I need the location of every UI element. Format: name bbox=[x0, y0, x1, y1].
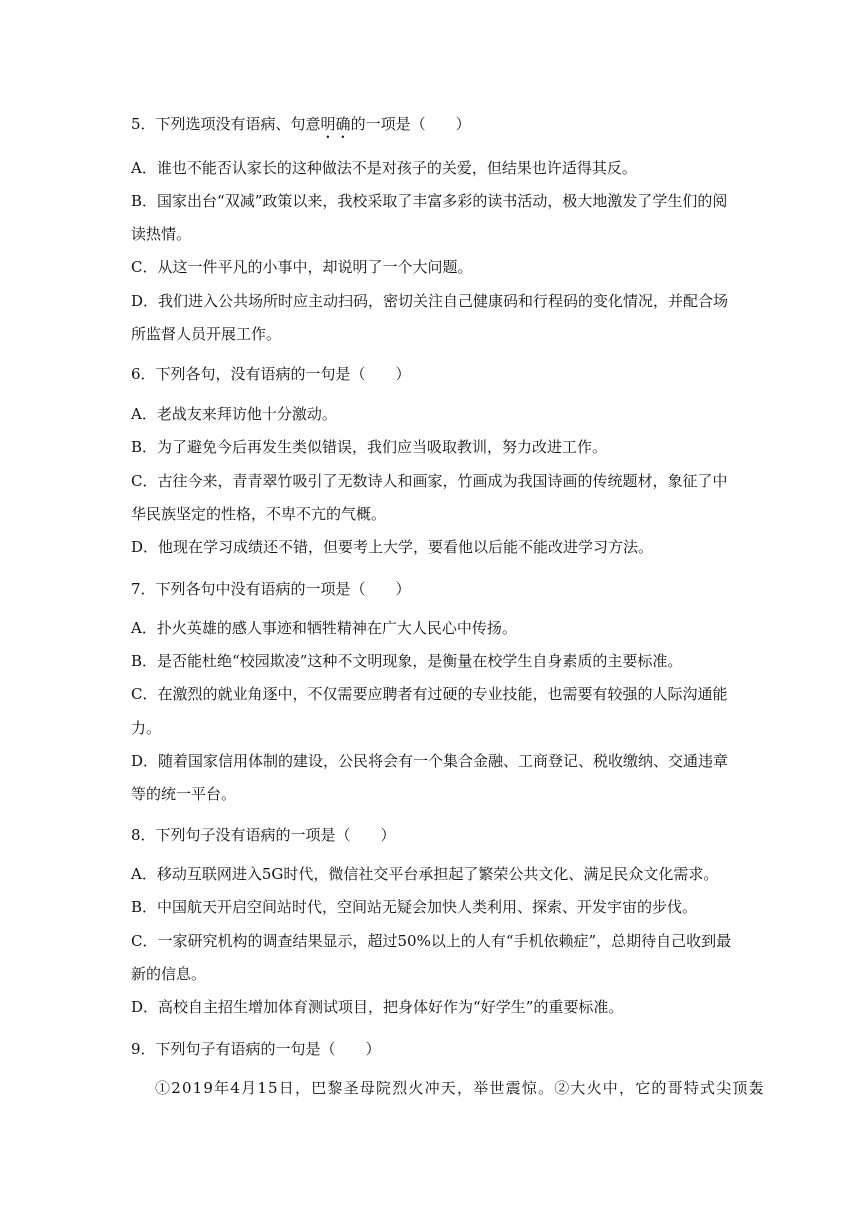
q7-option-d: D．随着国家信用体制的建设，公民将会有一个集合金融、工商登记、税收缴纳、交通违章 bbox=[131, 752, 729, 770]
q5-stem-text: 5．下列选项没有语病、句意 bbox=[131, 115, 321, 133]
q5-option-c: C．从这一件平凡的小事中，却说明了一个大问题。 bbox=[131, 258, 473, 276]
q5-option-b-cont: 读热情。 bbox=[131, 225, 192, 243]
q5-option-b: B．国家出台“双减”政策以来，我校采取了丰富多彩的读书活动，极大地激发了学生们的阅 bbox=[131, 192, 728, 210]
q6-option-c: C．古往今来，青青翠竹吸引了无数诗人和画家，竹画成为我国诗画的传统题材，象征了中 bbox=[131, 472, 728, 490]
question-7-stem: 7．下列各句中没有语病的一项是（ ） bbox=[131, 580, 411, 598]
q5-option-a: A．谁也不能否认家长的这种做法不是对孩子的关爱，但结果也许适得其反。 bbox=[131, 159, 637, 177]
q8-option-b: B．中国航天开启空间站时代，空间站无疑会加快人类利用、探索、开发宇宙的步伐。 bbox=[131, 898, 698, 916]
q5-option-d: D．我们进入公共场所时应主动扫码，密切关注自己健康码和行程码的变化情况，并配合场 bbox=[131, 292, 729, 310]
q7-option-b: B．是否能杜绝“校园欺凌”这种不文明现象，是衡量在校学生自身素质的主要标准。 bbox=[131, 652, 683, 670]
q7-option-a: A．扑火英雄的感人事迹和牺牲精神在广大人民心中传扬。 bbox=[131, 619, 517, 637]
q7-option-d-cont: 等的统一平台。 bbox=[131, 785, 237, 803]
q6-option-a: A．老战友来拜访他十分激动。 bbox=[131, 405, 337, 423]
q8-option-c-cont: 新的信息。 bbox=[131, 965, 207, 983]
q5-stem-tail: 的一项是（ ） bbox=[350, 115, 471, 133]
q8-option-a: A．移动互联网进入5G时代，微信社交平台承担起了繁荣公共文化、满足民众文化需求。 bbox=[131, 865, 719, 883]
q6-option-d: D．他现在学习成绩还不错，但要考上大学，要看他以后能不能改进学习方法。 bbox=[131, 538, 654, 556]
q6-option-b: B．为了避免今后再发生类似错误，我们应当吸取教训，努力改进工作。 bbox=[131, 438, 608, 456]
q6-option-c-cont: 华民族坚定的性格，不卑不亢的气概。 bbox=[131, 505, 387, 523]
q7-option-c-cont: 力。 bbox=[131, 719, 162, 737]
q9-passage: ①2019年4月15日，巴黎圣母院烈火冲天，举世震惊。②大火中，它的哥特式尖顶轰 bbox=[155, 1079, 765, 1097]
question-6-stem: 6．下列各句，没有语病的一句是（ ） bbox=[131, 365, 411, 383]
question-8-stem: 8．下列句子没有语病的一项是（ ） bbox=[131, 826, 396, 844]
q5-option-d-cont: 所监督人员开展工作。 bbox=[131, 325, 282, 343]
question-9-stem: 9．下列句子有语病的一句是（ ） bbox=[131, 1040, 381, 1058]
question-5-stem bbox=[131, 114, 471, 134]
q5-emphasis-mark: 明确 bbox=[320, 115, 351, 133]
q8-option-c: C．一家研究机构的调查结果显示，超过50%以上的人有“手机依赖症”，总期待自己收到最 bbox=[131, 932, 732, 950]
q7-option-c: C．在激烈的就业角逐中，不仅需要应聘者有过硬的专业技能，也需要有较强的人际沟通能 bbox=[131, 685, 728, 703]
q8-option-d: D．高校自主招生增加体育测试项目，把身体好作为“好学生”的重要标准。 bbox=[131, 998, 624, 1016]
